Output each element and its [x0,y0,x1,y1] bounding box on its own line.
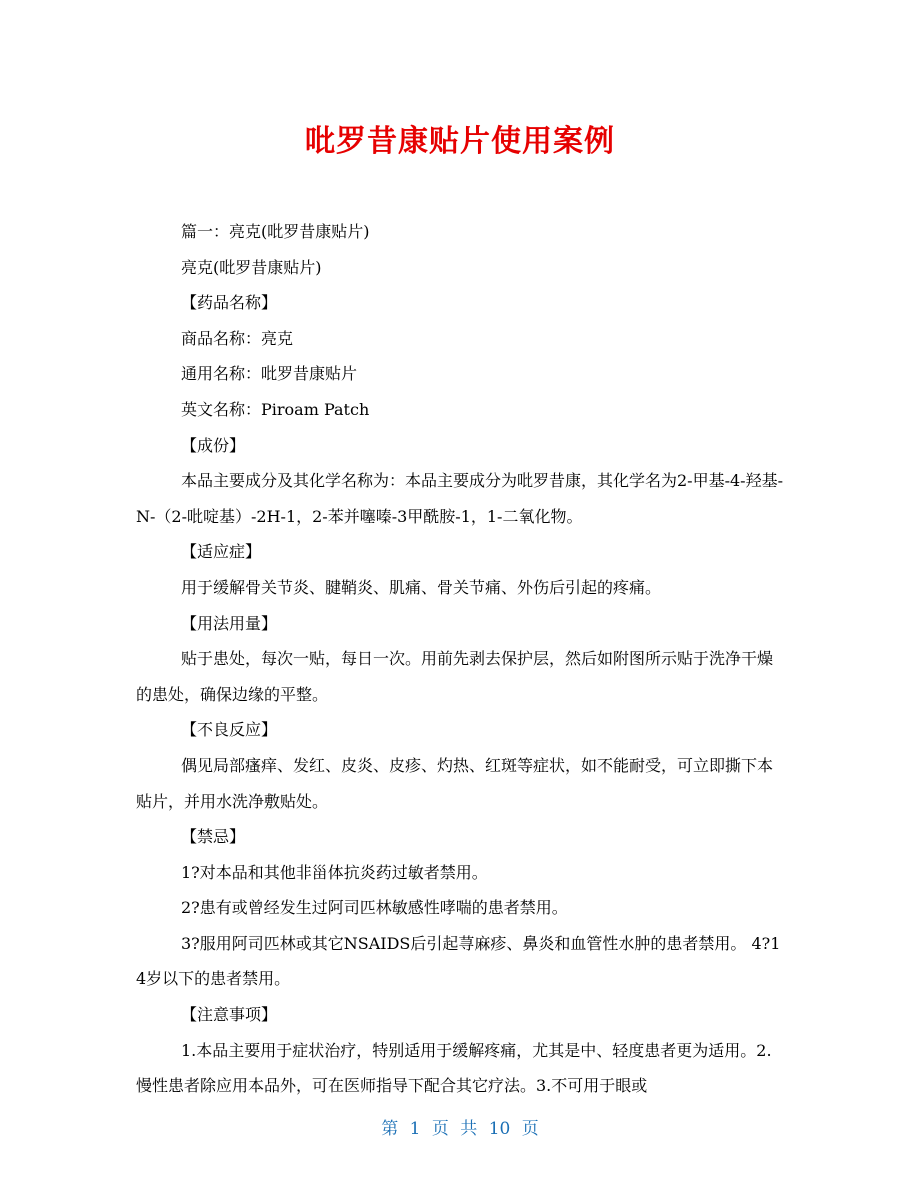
heading-dosage: 【用法用量】 [181,613,278,633]
heading-contraindications: 【禁忌】 [181,827,246,847]
paragraph-contraindication-2: 2?患有或曾经发生过阿司匹林敏感性哮喘的患者禁用。 [181,898,568,918]
paragraph-section-heading: 篇一：亮克(吡罗昔康贴片) [181,222,370,241]
heading-precautions: 【注意事项】 [181,1005,278,1025]
paragraph-ingredients: 本品主要成分及其化学名称为：本品主要成分为吡罗昔康，其化学名为2-甲基-4-羟基-N-（2-吡啶基）-2H-1，2-苯并噻嗪-3甲酰胺-1，1-二氧化物。 [136,471,783,526]
heading-drug-name: 【药品名称】 [181,293,278,313]
paragraph-generic-name: 通用名称：吡罗昔康贴片 [181,364,358,384]
paragraph-english-name: 英文名称：Piroam Patch [181,399,370,419]
document-body [136,214,786,1104]
paragraph-product-line: 亮克(吡罗昔康贴片) [181,257,322,277]
heading-ingredients: 【成份】 [181,435,246,455]
paragraph-adverse-reactions: 偶见局部瘙痒、发红、皮炎、皮疹、灼热、红斑等症状，如不能耐受，可立即撕下本贴片，并用水洗净敷贴处。 [136,755,774,811]
paragraph-trade-name: 商品名称：亮克 [181,328,294,348]
paragraph-indications: 用于缓解骨关节炎、腱鞘炎、肌痛、骨关节痛、外伤后引起的疼痛。 [181,577,662,597]
page-number-footer: 第 1 页 共 10 页 [381,1119,539,1139]
paragraph-contraindication-3: 3?服用阿司匹林或其它NSAIDS后引起荨麻疹、鼻炎和血管性水肿的患者禁用。 4?14岁以下的患者禁用。 [136,933,781,989]
heading-adverse-reactions: 【不良反应】 [181,720,278,740]
paragraph-contraindication-1: 1?对本品和其他非甾体抗炎药过敏者禁用。 [181,862,488,882]
heading-indications: 【适应症】 [181,542,262,562]
document-title: 吡罗昔康贴片使用案例 [305,124,615,159]
paragraph-precautions: 1.本品主要用于症状治疗，特别适用于缓解疼痛，尤其是中、轻度患者更为适用。2.慢性患者除应用本品外，可在医师指导下配合其它疗法。3.不可用于眼或 [136,1040,772,1096]
paragraph-dosage: 贴于患处，每次一贴，每日一次。用前先剥去保护层，然后如附图所示贴于洗净干燥的患处，确保边缘的平整。 [136,649,774,704]
